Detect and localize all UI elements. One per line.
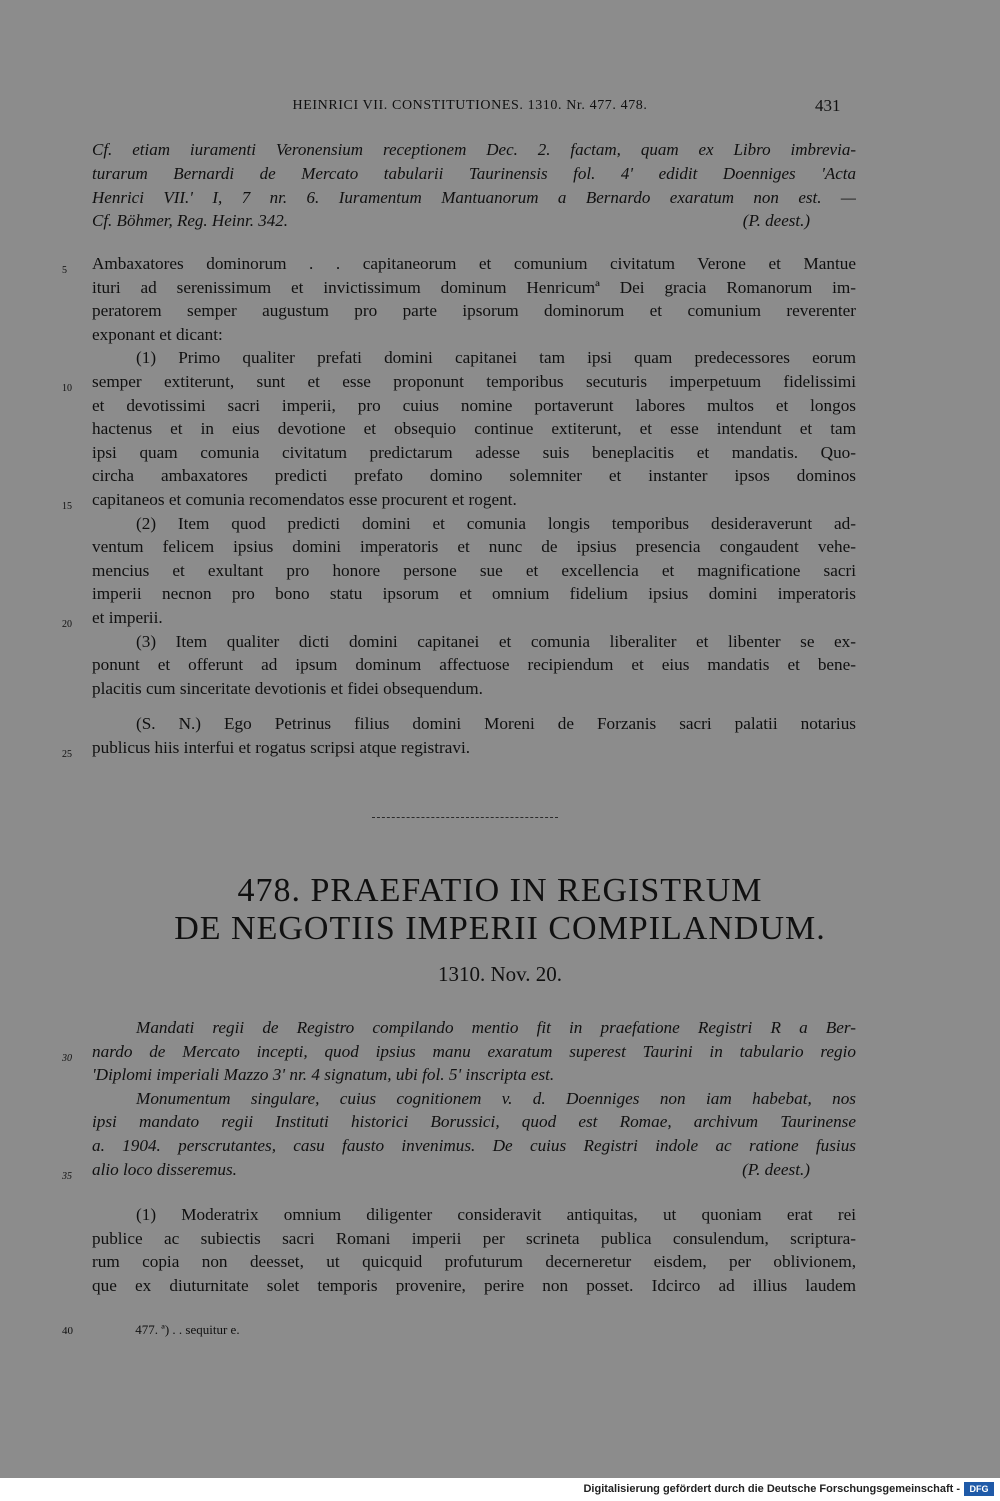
body-477 — [62, 252, 856, 760]
text-line — [62, 1040, 856, 1064]
intro-477-line: Cf. etiam iuramenti Veronensium receptionem Dec. 2. factam, quam ex Libro imbrevia- — [92, 140, 856, 159]
title-line: DE NEGOTIIS IMPERII COMPILANDUM. — [174, 910, 826, 947]
page-number: 431 — [815, 96, 841, 115]
intro-477-line: Henrici VII.' I, 7 nr. 6. Iuramentum Mantuanorum a Bernardo exaratum non est. — — [92, 187, 856, 207]
line-text: imperii necnon pro bono statu ipsorum et omnium fidelium ipsius domini imperatoris — [92, 584, 856, 604]
text-line — [62, 1158, 856, 1182]
document-title — [88, 872, 912, 948]
line-text: exponant et dicant: — [92, 324, 223, 344]
text-line — [92, 276, 856, 300]
dfg-credit-bar — [0, 1478, 1000, 1501]
source-note: (P. deest.) — [742, 211, 810, 231]
text-line — [92, 417, 856, 441]
text-line — [92, 630, 856, 654]
line-text: ipsi mandato regii Instituti historici Borussici, quod est Romae, archivum Taurinense — [92, 1112, 856, 1132]
text-line — [92, 535, 856, 559]
line-text: mencius et exultant pro honore persone sue et excellencia et magnificatione sacri — [92, 560, 856, 580]
text-line — [62, 252, 856, 276]
line-number: 25 — [62, 748, 72, 760]
line-text: circha ambaxatores predicti prefato domino solemniter et instanter ipsos dominos — [92, 466, 856, 486]
text-line — [62, 488, 856, 512]
line-text: (1) Primo qualiter prefati domini capitanei tam ipsi quam predecessores eorum — [136, 348, 856, 368]
body-478 — [92, 1203, 856, 1297]
line-text: nardo de Mercato incepti, quod ipsius manu exaratum superest Taurini in tabulario regio — [92, 1041, 856, 1061]
footnote-text: 477. ª) . . sequitur e. — [135, 1322, 240, 1337]
text-line — [92, 1203, 856, 1227]
line-text: (1) Moderatrix omnium diligenter consideravit antiquitas, ut quoniam erat rei — [136, 1205, 856, 1224]
line-text: alio loco disseremus. — [92, 1159, 237, 1179]
footnote-line-number: 40 — [62, 1325, 73, 1337]
document-date: 1310. Nov. 20. — [437, 962, 563, 986]
text-line — [92, 464, 856, 488]
text-line — [92, 677, 856, 701]
line-text: capitaneos et comunia recomendatos esse procurent et rogent. — [92, 489, 517, 509]
intro-477-line: Cf. Böhmer, Reg. Heinr. 342. (P. deest.) — [92, 209, 856, 233]
text-line — [92, 1110, 856, 1134]
line-text: ituri ad serenissimum et invictissimum dominum Henricumª Dei gracia Romanorum im- — [92, 277, 856, 297]
text-line — [92, 1134, 856, 1158]
line-text: Monumentum singulare, cuius cognitionem v. d. Doenniges non iam habebat, nos — [136, 1088, 856, 1108]
text-line — [92, 394, 856, 418]
footnote — [62, 1322, 240, 1338]
text-line — [62, 606, 856, 630]
line-text: ventum felicem ipsius domini imperatoris et nunc de ipsius presencia congaudent vehe- — [92, 537, 856, 557]
text-line — [92, 582, 856, 606]
line-text: (S. N.) Ego Petrinus filius domini Moreni de Forzanis sacri palatii notarius — [136, 714, 856, 734]
line-text: a. 1904. perscrutantes, casu fausto invenimus. De cuius Registri indole ac ratione fusius — [92, 1135, 856, 1155]
text-line — [92, 1063, 856, 1087]
title-line: 478. PRAEFATIO IN REGISTRUM — [237, 872, 763, 909]
dfg-logo: DFG — [964, 1482, 994, 1496]
text-line — [92, 346, 856, 370]
source-note: (P. deest.) — [742, 1159, 810, 1179]
text-line — [92, 559, 856, 583]
text-line — [92, 441, 856, 465]
line-text: (3) Item qualiter dicti domini capitanei et comunia liberaliter et libenter se ex- — [136, 631, 856, 651]
running-header: HEINRICI VII. CONSTITUTIONES. 1310. Nr. 477. 478. — [292, 98, 648, 113]
line-number: 30 — [62, 1052, 72, 1064]
text-line — [62, 736, 856, 760]
line-number: 20 — [62, 618, 72, 630]
line-number: 15 — [62, 500, 72, 512]
line-text: publicus hiis interfui et rogatus scripsi atque registravi. — [92, 737, 471, 757]
line-text: 'Diplomi imperiali Mazzo 3' nr. 4 signatum, ubi fol. 5' inscripta est. — [92, 1065, 555, 1085]
line-text: (2) Item quod predicti domini et comunia longis temporibus desideraverunt ad- — [136, 513, 856, 533]
intro-478 — [62, 1016, 856, 1182]
text-line — [92, 712, 856, 736]
text-line — [92, 323, 856, 347]
text-line — [92, 653, 856, 677]
text-line — [92, 1087, 856, 1111]
text-line — [92, 1016, 856, 1040]
text-line — [92, 1250, 856, 1274]
text-line — [92, 1227, 856, 1251]
line-number: 5 — [62, 265, 67, 276]
line-text: que ex diuturnitate solet temporis provenire, perire non posset. Idcirco ad illius laudem — [92, 1275, 856, 1295]
text-line — [92, 700, 856, 712]
intro-477 — [92, 138, 856, 233]
section-divider — [372, 817, 558, 820]
line-text: hactenus et in eius devotione et obsequio continue extiterunt, et esse intendunt et tam — [92, 419, 856, 439]
intro-477-line: turarum Bernardi de Mercato tabularii Taurinensis fol. 4' edidit Doenniges 'Acta — [92, 163, 856, 183]
line-number: 35 — [62, 1170, 72, 1182]
text-line — [62, 370, 856, 394]
line-text: placitis cum sinceritate devotionis et fidei obsequendum. — [92, 678, 483, 698]
line-text: peratorem semper augustum pro parte ipsorum dominorum et comunium reverenter — [92, 301, 856, 321]
line-number: 10 — [62, 382, 72, 394]
line-text: Ambaxatores dominorum . . capitaneorum et comunium civitatum Verone et Mantue — [92, 254, 856, 273]
line-text: et devotissimi sacri imperii, pro cuius nomine portaverunt labores multos et longos — [92, 395, 856, 415]
line-text: ponunt et offerunt ad ipsum dominum affectuose recipiendum et eius mandatis et bene- — [92, 655, 856, 675]
line-text: rum copia non deesset, ut quicquid profuturum decerneretur eisdem, per oblivionem, — [92, 1252, 856, 1272]
text-line — [92, 1274, 856, 1298]
line-text: Mandati regii de Registro compilando mentio fit in praefatione Registri R a Ber- — [136, 1018, 856, 1037]
line-text: publice ac subiectis sacri Romani imperii per scrineta publica consulendum, scriptura- — [92, 1228, 856, 1248]
line-text: semper extiterunt, sunt et esse proponunt temporibus secuturis imperpetuum fidelissimi — [92, 371, 856, 391]
dfg-credit-text: Digitalisierung gefördert durch die Deutsche Forschungsgemeinschaft - — [583, 1483, 960, 1495]
line-text: et imperii. — [92, 607, 163, 627]
text-line — [92, 512, 856, 536]
text-line — [92, 299, 856, 323]
line-text: ipsi quam comunia civitatum predictarum adesse suis beneplacitis et mandatis. Quo- — [92, 442, 856, 462]
